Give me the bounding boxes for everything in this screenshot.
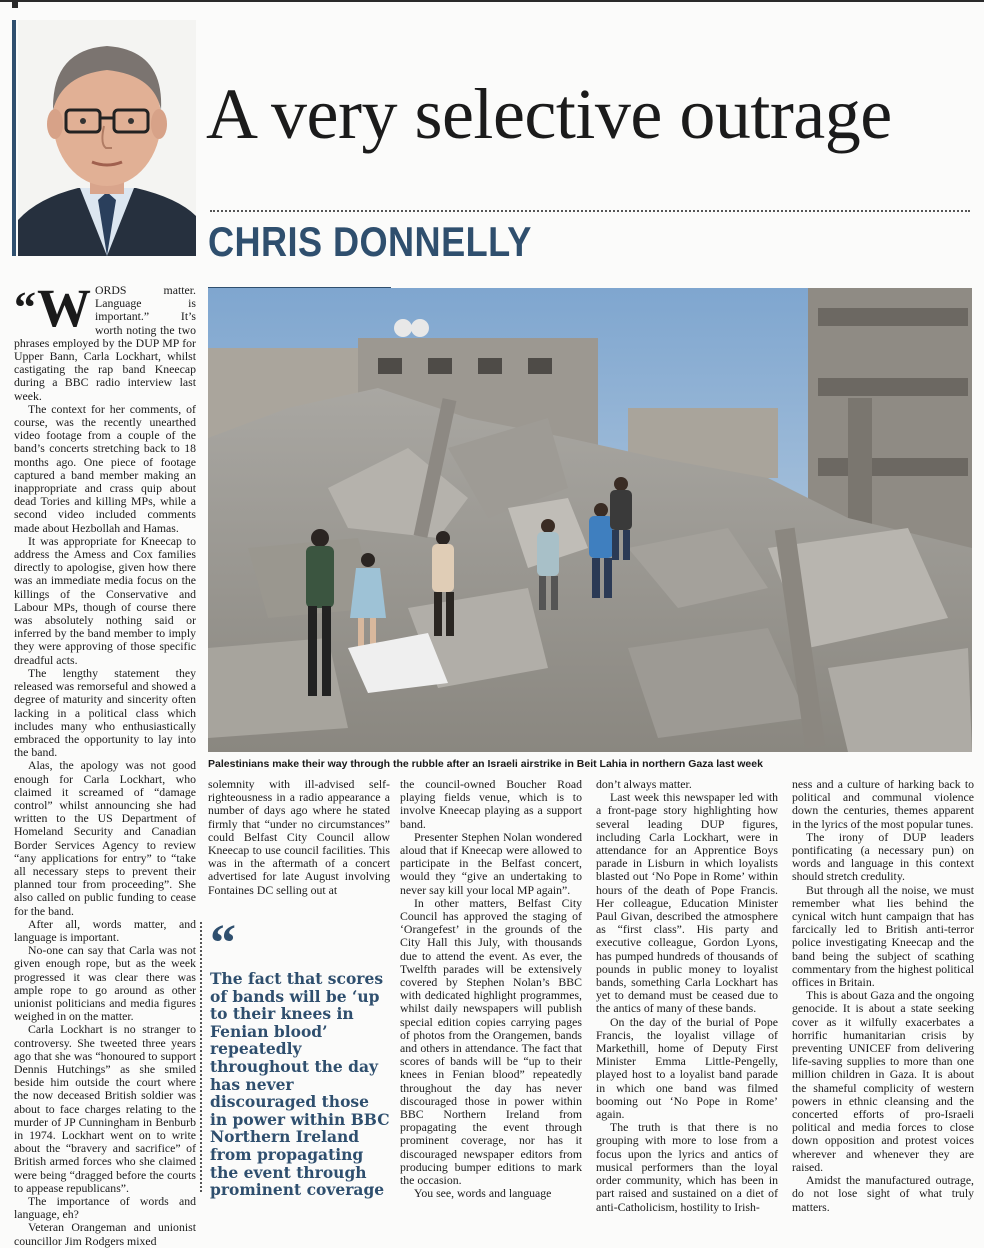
gaza-rubble-illustration	[208, 288, 972, 752]
author-portrait-illustration	[18, 20, 196, 256]
paragraph: the council-owned Boucher Road playing fields venue, which is to involve Kneecap playing as a support band.	[400, 777, 582, 831]
author-photo	[18, 20, 196, 256]
paragraph: You see, words and language	[414, 1186, 552, 1201]
lead-paragraph: “W ORDS matter. Language is important.” It’s worth noting the two phrases employed by the DUP MP for Upper Bann, Carla Lockhart, whilst castigating the rap band Kneecap during a BBC radio interview last week.	[14, 278, 196, 403]
paragraph: The lengthy statement they released was remorseful and showed a degree of maturity and sincerity often lacking in a political class which includes many who enthusiastically embraced the opportunity to lay into the band.	[14, 665, 196, 760]
paragraph: solemnity with ill-advised self-righteousness in a radio appearance a number of days ago where he stated firmly that “under no circumstances” could Belfast City Council allow Kneecap to use council facilities. This was in the aftermath of a concert advertised for late August involving Fontaines DC selling out at	[208, 777, 390, 897]
paragraph: No-one can say that Carla was not given enough rope, but as the week progressed it was clear there was ample rope to go around as other unionist politicians and media figures weighed in on the matter.	[14, 943, 196, 1024]
paragraph: This is about Gaza and the ongoing genocide. It is about a state seeking cover as it wilfully exacerbates a horrific humanitarian crisis by preventing UNICEF from delivering life-saving supplies to more than one million children in Gaza. It is about the shameful complicity of western powers in ethnic cleansing and the concerted efforts of pro-Israeli political and media forces to close down opposition and protest voices wherever and whenever they are raised.	[792, 988, 974, 1174]
article-column-1	[14, 278, 196, 1248]
pull-quote	[200, 915, 390, 1200]
article-column-2	[208, 778, 390, 897]
main-photo	[208, 288, 972, 752]
paragraph: The truth is that there is no grouping with more to lose from a focus upon the lyrics and antics of musical performers than the loyal order community, which has been in part raised and sustained on a diet of anti-Catholicism, hostility to Irish-	[596, 1120, 778, 1214]
paragraph: In other matters, Belfast City Council has approved the staging of ‘Orangefest’ in the grounds of the City Hall this July, with thousands due to attend the event. As ever, the Twelfth parades will be extensively covered by Stephen Nolan’s BBC with dedicated highlight programmes, whilst daily newspapers will publish special edition copies carrying pages of photos from the Orangemen, bands and others in attendance. The fact that scores of bands will be “up to their knees in Fenian blood” repeatedly throughout the day has never discouraged those in power within BBC Northern Ireland from propagating the event through prominent coverage, nor has it discouraged newspaper editors from producing bumper editions to mark the occasion.	[400, 895, 582, 1188]
paragraph: Alas, the apology was not good enough for Carla Lockhart, who claimed it screamed of “damage control” whilst announcing she had written to the US Department of Homeland Security and Canadian Border Services Agency to review “any applications for entry” to “take all necessary steps to prevent their planned tour from proceeding”. She also called on public funding to cease for the band.	[14, 758, 196, 918]
paragraph: Presenter Stephen Nolan wondered aloud that if Kneecap were allowed to participate in the Belfast concert, would they “give an undertaking to never say kill your local MP again”.	[400, 829, 582, 897]
paragraph: The importance of words and language, eh?	[14, 1194, 196, 1222]
paragraph: ness and a culture of harking back to political and communal violence down the centuries, themes apparent in the lyrics of the most popular tunes.	[792, 777, 974, 831]
article-column-4	[596, 778, 778, 1214]
paragraph: But through all the noise, we must remember what lies behind the cynical witch hunt campaign that has farcically led to British anti-terror police investigating Kneecap and the band being the subject of scathing commentary from the highest political offices in Britain.	[792, 882, 974, 990]
paragraph: Carla Lockhart is no stranger to controversy. She tweeted three years ago that she was “honoured to support Dennis Hutchings” as she smiled beside him outside the court where the now deceased British soldier was about to face charges relating to the murder of JP Cunningham in Benburb in 1974. Lockhart went on to write about the “bravery and sacrifice” of British armed forces who she claimed were being “dragged before the courts to appease republicans”.	[14, 1022, 196, 1195]
paragraph: The irony of DUP leaders pontificating (a necessary pun) on words and language in this context should stretch credulity.	[792, 829, 974, 884]
paragraph: On the day of the burial of Pope Francis, the loyalist village of Markethill, home of Deputy First Minister Emma Little-Pengelly, played host to a loyalist band parade in which one band was filmed booming out ‘No Pope in Rome’ again.	[596, 1014, 778, 1122]
article-column-5	[792, 778, 974, 1214]
photo-caption: Palestinians make their way through the rubble after an Israeli airstrike in Beit Lahia in northern Gaza last week	[208, 758, 763, 770]
paragraph: It was appropriate for Kneecap to address the Amess and Cox families directly to apologise, given how there was an immediate media focus on the killings of the Conservative and Labour MPs, though of course there was absolutely nothing said or inferred by the band member to imply they were approving of those specific dreadful acts.	[14, 533, 196, 667]
paragraph: After all, words matter, and language is important.	[14, 916, 196, 944]
paragraph: Amidst the manufactured outrage, do not lose sight of what truly matters.	[792, 1173, 974, 1214]
paragraph: The context for her comments, of course, was the recently unearthed video footage from a couple of the band’s concerts stretching back to 18 months ago. One piece of footage captured a band member making an inappropriate and crass quip about dead Tories and killing MPs, while a second video included comments made about Hezbollah and Hamas.	[14, 401, 196, 535]
quote-mark-icon: “	[210, 915, 236, 972]
article-column-3	[400, 778, 582, 1201]
paragraph: Veteran Orangeman and unionist councillor Jim Rodgers mixed	[14, 1220, 196, 1248]
headline: A very selective outrage	[206, 74, 892, 154]
author-byline: CHRIS DONNELLY	[208, 218, 532, 265]
pull-quote-text: The fact that scores of bands will be ‘up to their knees in Fenian blood’ repeatedly throughout the day has never discouraged those in power within BBC Northern Ireland from propagating the event through prominent coverage	[210, 969, 390, 1200]
top-rule	[0, 0, 984, 8]
paragraph: don’t always matter.	[596, 777, 692, 791]
drop-cap: “W	[14, 278, 91, 338]
dotted-divider	[210, 210, 970, 212]
top-rule-tick	[12, 0, 18, 8]
paragraph: Last week this newspaper led with a front-page story highlighting how several leading DUP figures, including Carla Lockhart, were in attendance for an Apprentice Boys parade in Lisburn in which loyalists blasted out ‘No Pope in Rome’ within hours of the death of Pope Francis. Her colleague, Education Minister Paul Givan, described the atmosphere as “first class”. His party and executive colleague, Gordon Lyons, has pumped hundreds of thousands of pounds in public money to loyalist bands, something Carla Lockhart has yet to demand must be ceased due to the antics of many of these bands.	[596, 790, 778, 1016]
accent-bar	[12, 20, 16, 256]
